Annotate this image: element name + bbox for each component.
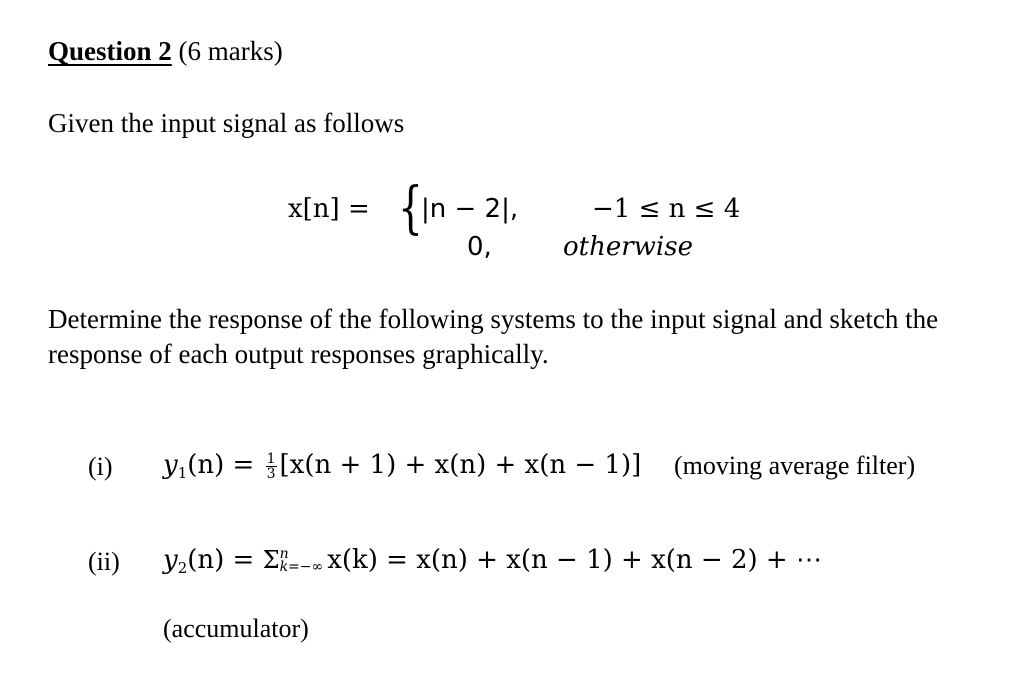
question-title: Question 2: [48, 36, 172, 66]
output-symbol: y: [163, 545, 178, 575]
summation-lower-limit: k=−∞: [279, 559, 324, 575]
item-note: (accumulator): [163, 614, 309, 643]
task-text: Determine the response of the following systems to the input signal and sketch the response of each output responses graphically.: [48, 304, 939, 369]
case1-expression: |n − 2|,: [421, 194, 519, 224]
item-number: (ii): [88, 547, 120, 576]
output-subscript: 1: [177, 464, 188, 482]
equation-rhs: [x(n + 1) + x(n) + x(n − 1)]: [279, 450, 642, 480]
equation-lhs-rest: (n) =: [187, 545, 255, 575]
intro-text: Given the input signal as follows: [48, 108, 405, 138]
case2-expression: 0,: [467, 232, 492, 262]
case2-condition: otherwise: [563, 232, 693, 262]
question-marks: (6 marks): [171, 36, 283, 66]
question-heading: [48, 36, 283, 67]
summation-upper-limit: n: [279, 546, 289, 562]
fraction-denominator: 3: [266, 465, 276, 482]
summation-symbol: Σ: [262, 546, 280, 574]
output-subscript: 2: [177, 559, 188, 577]
fraction-numerator: 1: [266, 450, 276, 467]
item-note: (moving average filter): [674, 451, 916, 480]
summation-limits: [280, 548, 324, 574]
item-number: (i): [88, 452, 113, 481]
signal-lhs: x[n] =: [288, 194, 370, 224]
signal-definition: [0, 176, 1024, 278]
output-symbol: y: [163, 450, 178, 480]
case1-condition: −1 ≤ n ≤ 4: [592, 194, 741, 224]
moving-average-equation: [163, 450, 641, 482]
piecewise-brace: {: [398, 176, 423, 241]
fraction: [266, 452, 277, 481]
equation-rhs: x(k) = x(n) + x(n − 1) + x(n − 2) + ⋯: [327, 545, 822, 575]
accumulator-equation: [163, 545, 822, 577]
equation-lhs-rest: (n) =: [187, 450, 255, 480]
